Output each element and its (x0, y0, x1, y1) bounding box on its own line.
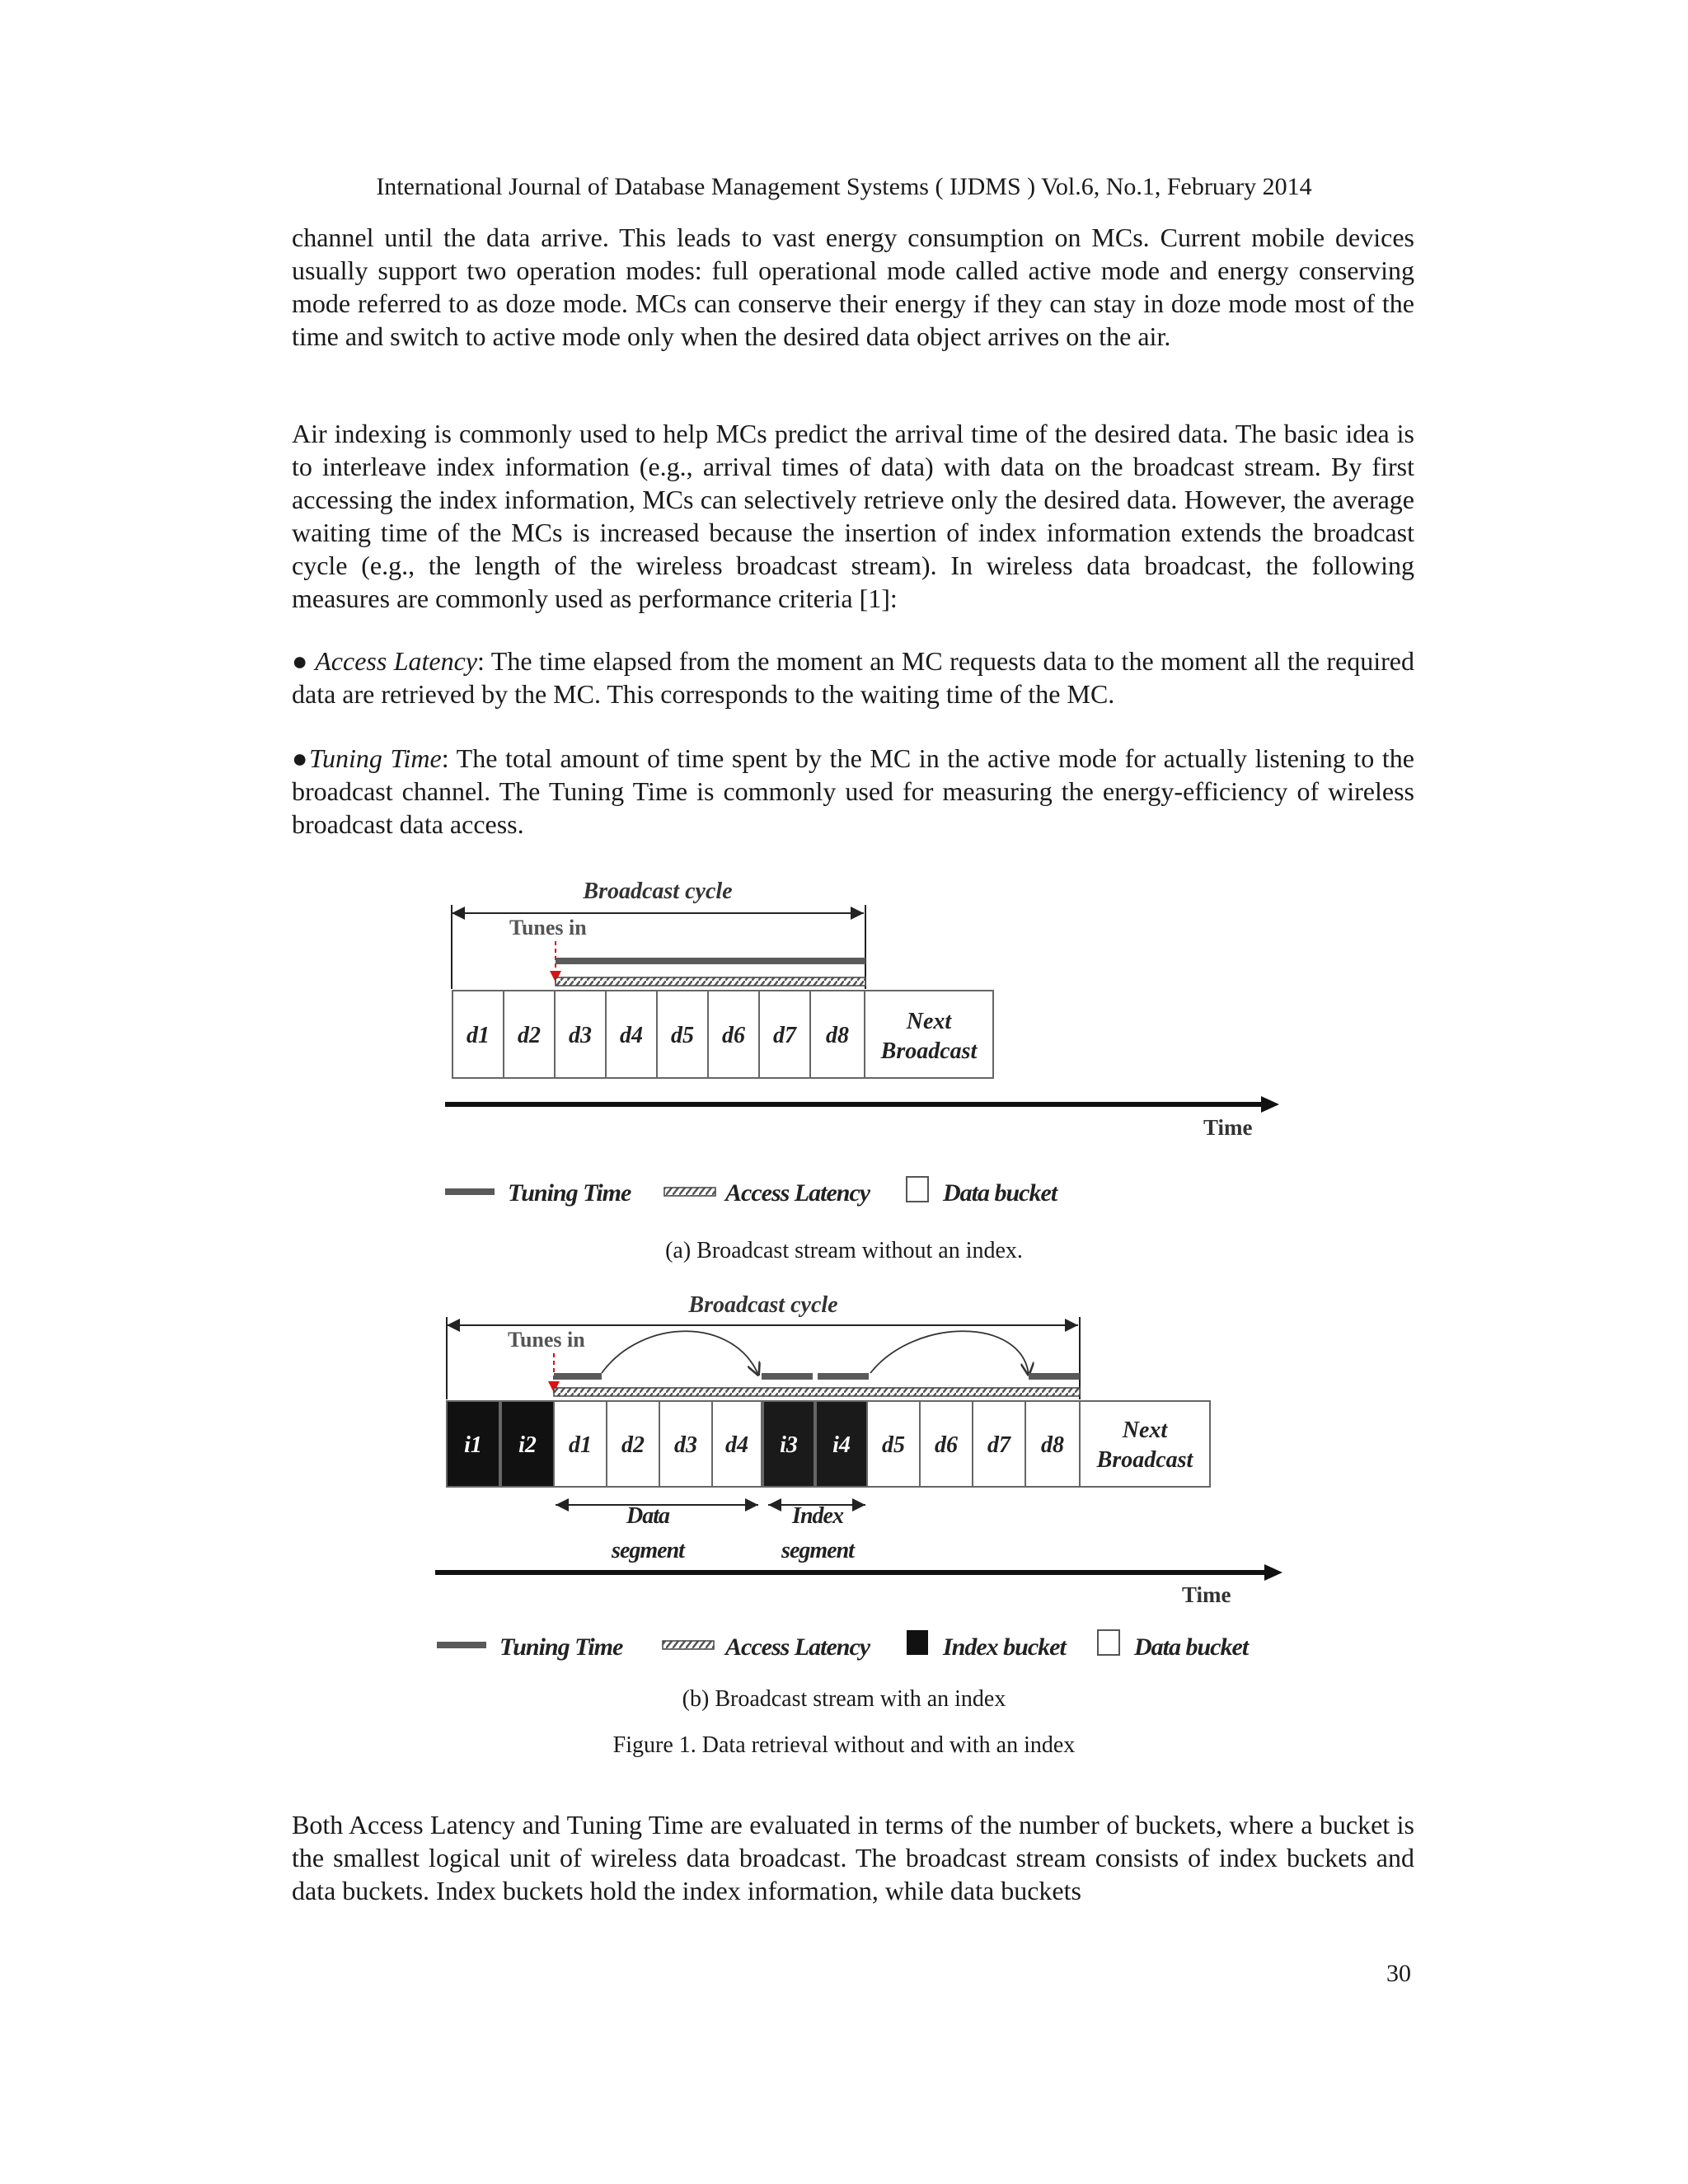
next-label: Next (1122, 1418, 1168, 1443)
legend-access-swatch (664, 1188, 715, 1196)
bucket-label: d2 (621, 1432, 645, 1458)
broadcast-cycle-label: Broadcast cycle (688, 1292, 838, 1318)
bucket-label: i3 (780, 1432, 798, 1458)
bucket-label: d1 (467, 1023, 490, 1048)
paragraph-intro (292, 221, 1414, 353)
bucket-label: d3 (569, 1023, 592, 1048)
caption-figure-a: (a) Broadcast stream without an index. (665, 1238, 1023, 1263)
caption-figure-b: (b) Broadcast stream with an index (682, 1686, 1006, 1712)
term-tuning-time: Tuning Time (308, 743, 442, 773)
bucket-label: d8 (1041, 1432, 1064, 1458)
paragraph-2: Air indexing is commonly used to help MCs predict the arrival time of the desired data. The basic idea is to interleave index information (e.g., arrival times of data) with data on the broadcast stream. By first accessing the index information, MCs can selectively retrieve only the desired data. However, the average waiting time of the MCs is increased because the insertion of index information extends the broadcast cycle (e.g., the length of the wireless broadcast stream). In wireless data broadcast, the following measures are commonly used as performance criteria [1]: (292, 419, 1414, 613)
bullet-tuning-time (292, 742, 1414, 841)
time-label: Time (1203, 1115, 1253, 1140)
legend-access-label: Access Latency (725, 1633, 870, 1661)
bullet-marker: ● (292, 743, 309, 773)
legend-data-label: Data bucket (1134, 1633, 1249, 1661)
figure-b-diagram (429, 1277, 1286, 1665)
legend-data-label: Data bucket (943, 1179, 1057, 1207)
term-access-latency: Access Latency (315, 646, 478, 676)
bucket-label: d1 (569, 1432, 592, 1458)
legend-tuning-swatch (437, 1642, 486, 1648)
time-label: Time (1182, 1582, 1231, 1607)
bucket-label: d6 (935, 1432, 958, 1458)
page-number: 30 (1386, 1960, 1411, 1987)
bucket-label: d6 (722, 1023, 745, 1048)
tunes-in-label: Tunes in (509, 916, 587, 940)
paragraph-buckets (292, 1808, 1414, 1907)
legend-tuning-label: Tuning Time (499, 1633, 623, 1661)
next-label: Next (906, 1009, 952, 1034)
tuning-time-bar (762, 1373, 813, 1380)
tuning-time-bar (1029, 1373, 1080, 1380)
bucket-label: d2 (518, 1023, 541, 1048)
broadcast-label: Broadcast (1096, 1447, 1193, 1473)
next-broadcast-box (1080, 1401, 1210, 1487)
bucket-label: i2 (518, 1432, 537, 1458)
legend-tuning-swatch (445, 1188, 495, 1195)
index-segment-label-2: segment (781, 1538, 854, 1563)
access-latency-bar (556, 977, 865, 986)
tuning-time-bar (818, 1373, 869, 1380)
bucket-label: d4 (725, 1432, 748, 1458)
figure-a-diagram (429, 865, 1286, 1228)
legend-index-label: Index bucket (943, 1633, 1066, 1661)
bullet-access-latency (292, 644, 1414, 710)
figure-caption: Figure 1. Data retrieval without and with an index (612, 1732, 1076, 1758)
bullet-text: : The time elapsed from the moment an MC requests data to the moment all the required data are retrieved by the MC. This corresponds to the waiting time of the MC. (292, 646, 1415, 709)
tuning-time-bar (556, 958, 865, 964)
bucket-label: d5 (671, 1023, 694, 1048)
bucket-label: i4 (832, 1432, 851, 1458)
legend-tuning-label: Tuning Time (508, 1179, 631, 1207)
broadcast-cycle-label: Broadcast cycle (583, 879, 733, 904)
bucket-label: d8 (826, 1023, 849, 1048)
tunes-in-label: Tunes in (508, 1328, 585, 1352)
paragraph-1: channel until the data arrive. This leads to vast energy consumption on MCs. Current mobile devices usually support two operation modes: full operational mode called active mode and energy conserving mode referred to as doze mode. MCs can conserve their energy if they can stay in doze mode most of the time and switch to active mode only when the desired data object arrives on the air. (292, 223, 1414, 351)
next-broadcast-box (865, 991, 993, 1078)
bucket-label: i1 (464, 1432, 482, 1458)
journal-header: International Journal of Database Management Systems ( IJDMS ) Vol.6, No.1, February 2014 (376, 173, 1312, 200)
paragraph-3: Both Access Latency and Tuning Time are evaluated in terms of the number of buckets, where a bucket is the smallest logical unit of wireless data broadcast. The broadcast stream consists of index buckets and data buckets. Index buckets hold the index information, while data buckets (292, 1810, 1414, 1905)
legend-data-swatch (907, 1177, 928, 1202)
broadcast-label: Broadcast (880, 1038, 978, 1064)
bucket-label: d4 (620, 1023, 643, 1048)
legend-index-swatch (907, 1630, 928, 1655)
data-segment-label-1: Data (626, 1503, 669, 1529)
paragraph-air-indexing (292, 417, 1414, 615)
legend-access-label: Access Latency (725, 1179, 870, 1207)
index-segment-label-1: Index (792, 1503, 843, 1529)
legend-data-swatch (1098, 1630, 1119, 1655)
bullet-text: : The total amount of time spent by the MC in the active mode for actually listening to the broadcast channel. The Tuning Time is commonly used for measuring the energy-efficiency of wireless broadcast data access. (292, 743, 1415, 839)
data-segment-label-2: segment (612, 1538, 684, 1563)
bucket-label: d7 (987, 1432, 1010, 1458)
access-latency-bar (554, 1388, 1080, 1396)
bucket-label: d5 (882, 1432, 905, 1458)
bucket-label: d3 (674, 1432, 697, 1458)
bullet-marker: ● (292, 646, 308, 676)
legend-access-swatch (663, 1641, 714, 1649)
tuning-time-bar (554, 1373, 602, 1380)
bucket-label: d7 (773, 1023, 796, 1048)
